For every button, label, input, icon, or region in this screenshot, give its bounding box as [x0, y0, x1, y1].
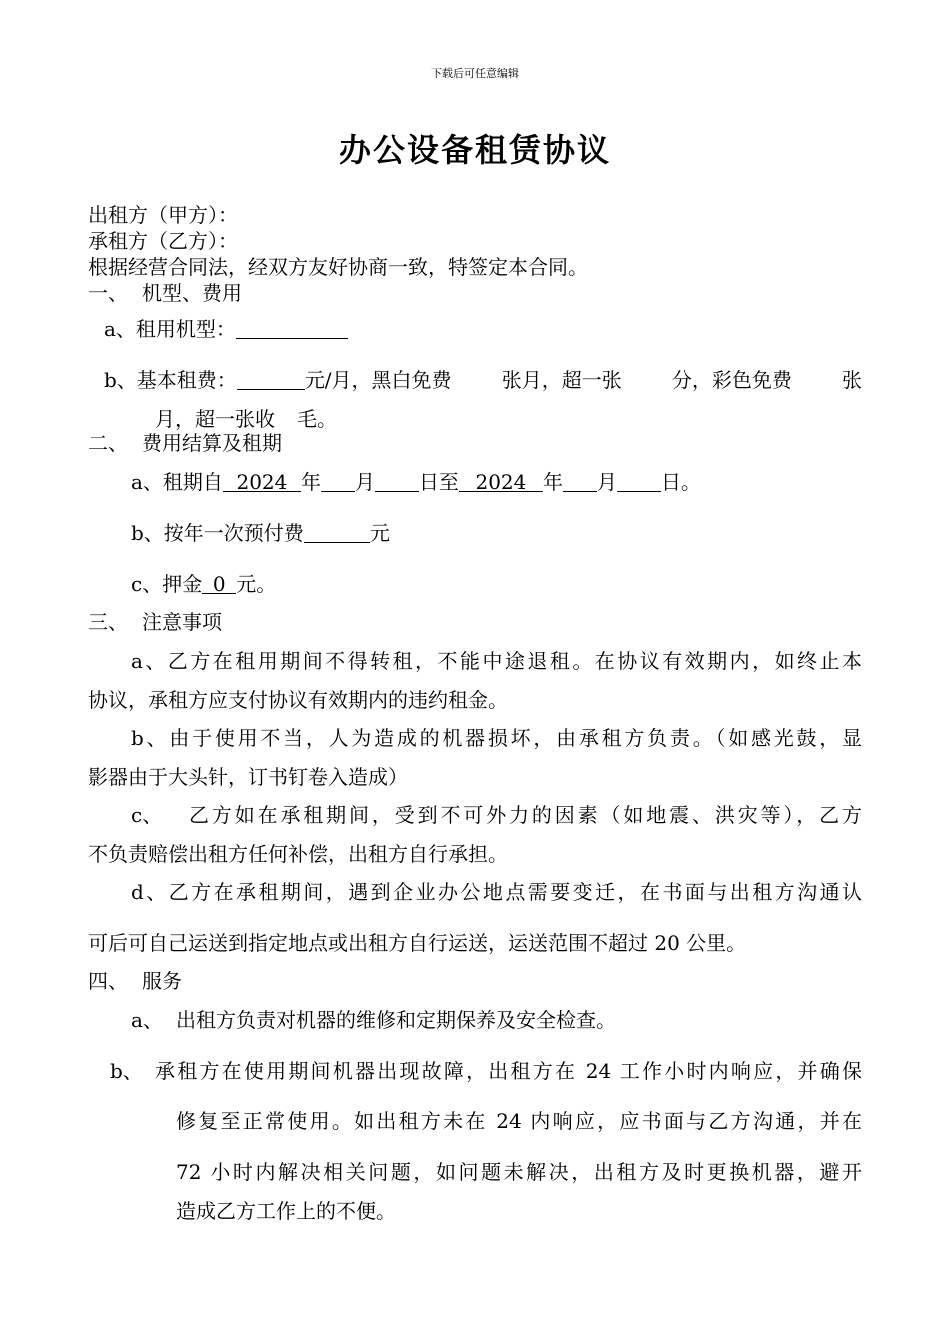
section3-c-line2: 不负责赔偿出租方任何补偿，出租方自行承担。 — [88, 842, 508, 866]
end-year: 2024 — [459, 469, 543, 492]
section3-d-line1: d、乙方在承租期间，遇到企业办公地点需要变迁，在书面与出租方沟通认 — [131, 880, 862, 904]
section1-title: 机型、费用 — [142, 281, 242, 305]
prepay-line — [131, 520, 390, 546]
day-end-text: 日。 — [660, 470, 701, 494]
section2-number: 二、 — [88, 431, 128, 455]
year-text-2: 年 — [542, 470, 563, 494]
start-day-blank — [375, 469, 419, 492]
section4-a-text: 出租方负责对机器的维修和定期保养及安全检查。 — [176, 1008, 616, 1032]
machine-model-blank — [236, 316, 348, 339]
lease-term-label: a、租期自 — [131, 470, 223, 494]
day-to-text: 日至 — [418, 470, 459, 494]
section4-b-line4: 造成乙方工作上的不便。 — [176, 1199, 396, 1223]
base-fee-blank — [237, 367, 305, 390]
year-text: 年 — [300, 470, 321, 494]
lessee-line: 承租方（乙方）： — [88, 229, 238, 253]
section3-c-line1: 乙方如在承租期间，受到不可外力的因素（如地震、洪灾等），乙方 — [189, 803, 862, 827]
section3-heading — [88, 609, 222, 635]
section1-b — [104, 367, 862, 393]
deposit-label: c、押金 — [131, 572, 203, 596]
end-month-blank — [563, 469, 597, 492]
deposit-line — [131, 571, 276, 597]
color-over-unit: 毛。 — [297, 407, 337, 431]
section3-c-label: c、 — [131, 803, 163, 827]
section4-b-line2: 修复至正常使用。如出租方未在 24 内响应，应书面与乙方沟通，并在 — [176, 1109, 862, 1133]
color-free-text: 张 — [841, 368, 862, 392]
deposit-unit: 元。 — [236, 572, 277, 596]
section3-d-line2: 可后可自己运送到指定地点或出租方自行运送，运送范围不超过 20 公里。 — [88, 931, 747, 955]
base-fee-unit: 元/月，黑白免费 — [304, 368, 452, 392]
color-over-text: 月，超一张收 — [155, 407, 275, 431]
document-title: 办公设备租赁协议 — [338, 131, 611, 169]
section4-a-label: a、 — [131, 1008, 163, 1032]
section2-title: 费用结算及租期 — [142, 431, 282, 455]
base-fee-label: b、基本租费： — [104, 368, 237, 392]
month-text-2: 月 — [596, 470, 617, 494]
section1-heading — [88, 280, 242, 306]
section3-title: 注意事项 — [142, 610, 222, 634]
section4-heading — [88, 968, 182, 994]
machine-model-label: a、租用机型： — [104, 317, 236, 341]
intro-line: 根据经营合同法，经双方友好协商一致，特签定本合同。 — [88, 255, 588, 279]
section3-b-line2: 影器由于大头针，订书钉卷入造成） — [88, 765, 408, 789]
section1-a — [104, 316, 348, 342]
section4-number: 四、 — [88, 969, 128, 993]
section4-b-line1: 承租方在使用期间机器出现故障，出租方在 24 工作小时内响应，并确保 — [155, 1059, 862, 1083]
base-fee-group — [104, 367, 452, 393]
section2-heading — [88, 430, 282, 456]
section4-b-line3: 72 小时内解决相关问题，如问题未解决，出租方及时更换机器，避开 — [176, 1160, 862, 1184]
header-note: 下载后可任意编辑 — [431, 67, 519, 80]
section4-b-label: b、 — [110, 1059, 143, 1083]
month-text: 月 — [354, 470, 375, 494]
bw-free-text: 张月，超一张 — [501, 368, 622, 392]
bw-over-text: 分，彩色免费 — [671, 368, 792, 392]
section3-number: 三、 — [88, 610, 128, 634]
prepay-unit: 元 — [369, 521, 390, 545]
end-day-blank — [617, 469, 661, 492]
section4-title: 服务 — [142, 969, 182, 993]
section1-number: 一、 — [88, 281, 128, 305]
section3-a-line2: 协议，承租方应支付协议有效期内的违约租金。 — [88, 688, 508, 712]
prepay-label: b、按年一次预付费 — [131, 521, 304, 545]
lease-term-line — [131, 469, 701, 495]
start-year: 2024 — [223, 469, 301, 492]
start-month-blank — [321, 469, 355, 492]
lessor-line: 出租方（甲方）： — [88, 203, 238, 227]
section1-b-line2 — [155, 406, 337, 432]
section3-b-line1: b、由于使用不当，人为造成的机器损坏，由承租方负责。（如感光鼓，显 — [131, 726, 862, 750]
deposit-amount: 0 — [202, 571, 236, 594]
prepay-blank — [304, 520, 370, 543]
section3-a-line1: a、乙方在租用期间不得转租，不能中途退租。在协议有效期内，如终止本 — [131, 649, 862, 673]
